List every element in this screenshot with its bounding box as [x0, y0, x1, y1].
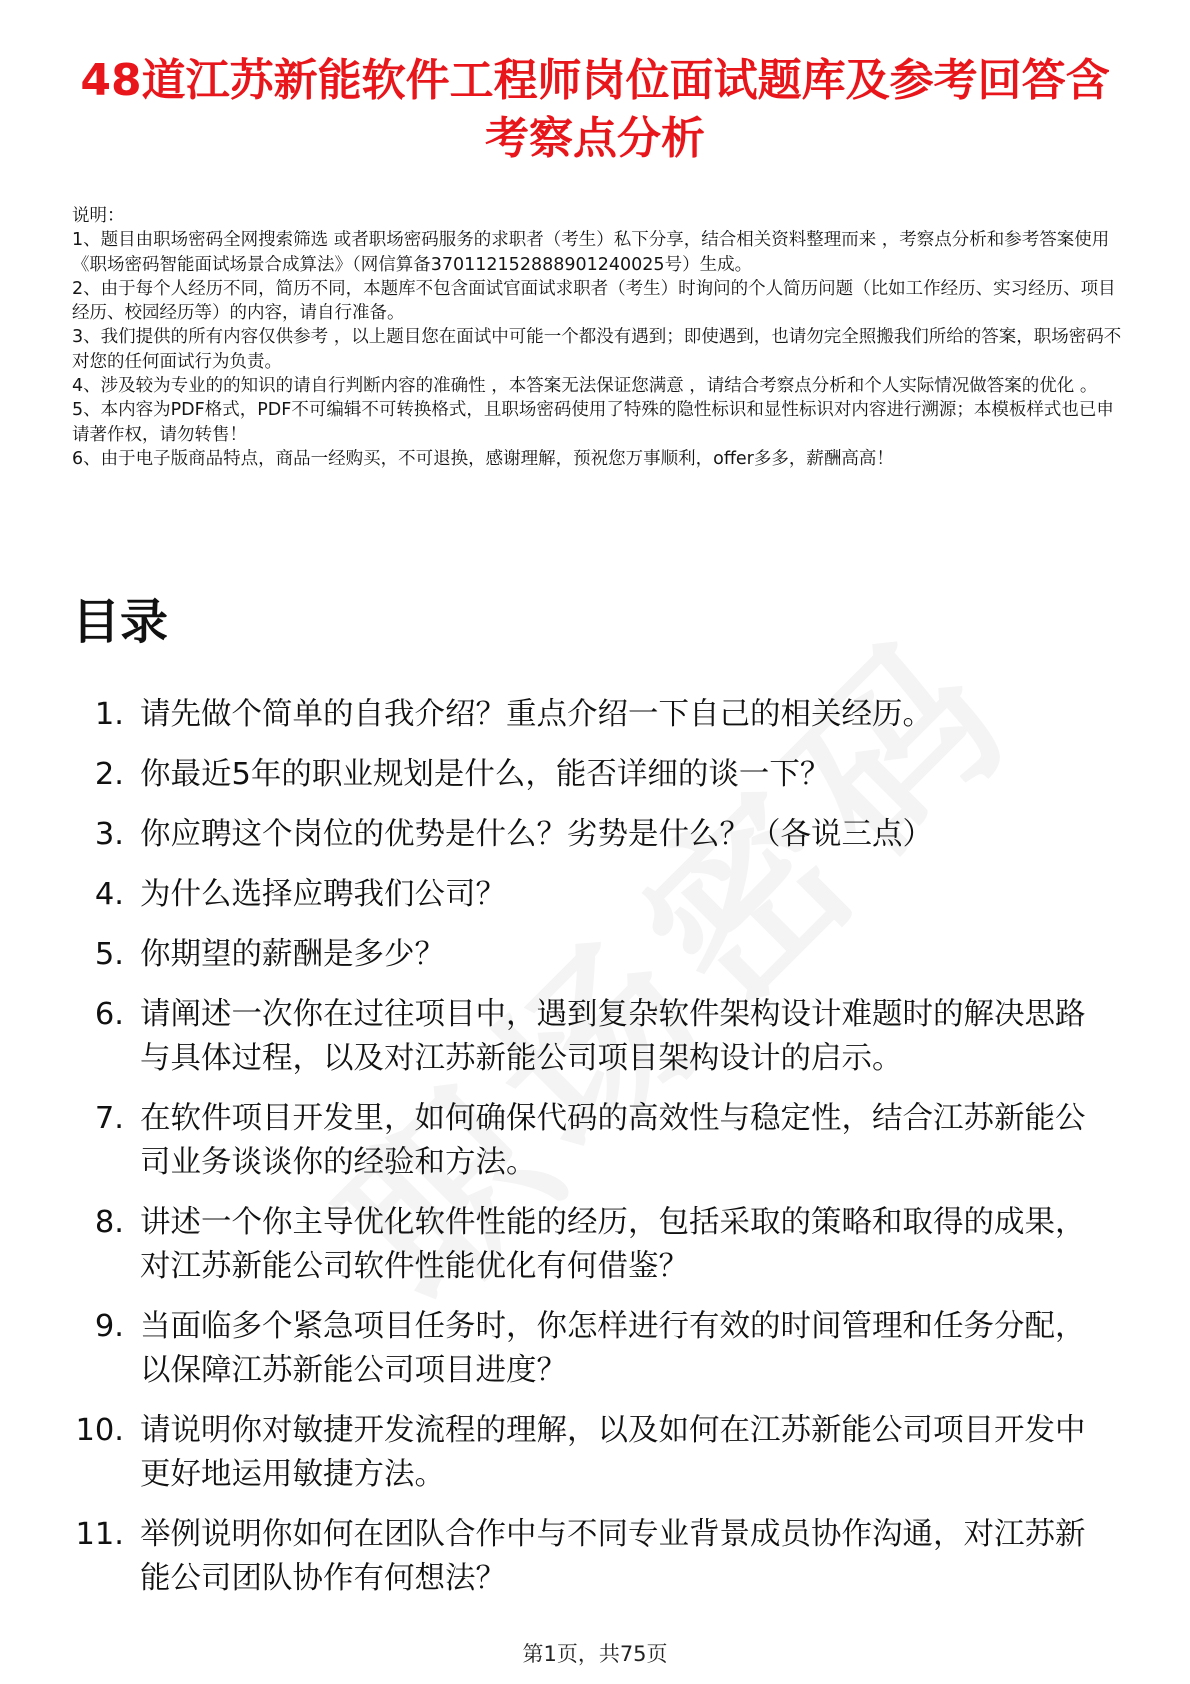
notes-item: 5、本内容为PDF格式，PDF不可编辑不可转换格式，且职场密码使用了特殊的隐性标识和显性标识对内容进行溯源；本模板样式也已申请著作权，请勿转售！	[72, 400, 1114, 445]
toc-item-8[interactable]	[72, 1201, 1112, 1289]
toc-item-text: 当面临多个紧急项目任务时，你怎样进行有效的时间管理和任务分配，以保障江苏新能公司项目进度？	[140, 1309, 1086, 1388]
toc-item-number: 2.	[94, 757, 124, 792]
toc-item-number: 11.	[75, 1517, 124, 1552]
notes-heading: 说明：	[72, 206, 125, 226]
toc-item-5[interactable]	[72, 933, 1112, 977]
toc-item-4[interactable]	[72, 873, 1112, 917]
toc-heading: 目录	[72, 594, 169, 650]
document-title: 48道江苏新能软件工程师岗位面试题库及参考回答含考察点分析	[80, 55, 1110, 164]
notes-item: 6、由于电子版商品特点，商品一经购买，不可退换，感谢理解，预祝您万事顺利，offer多多，薪酬高高！	[72, 448, 894, 469]
toc-item-7[interactable]	[72, 1097, 1112, 1185]
toc-item-text: 讲述一个你主导优化软件性能的经历，包括采取的策略和取得的成果，对江苏新能公司软件性能优化有何借鉴？	[140, 1205, 1086, 1284]
toc-item-number: 3.	[94, 817, 124, 852]
toc-item-10[interactable]	[72, 1409, 1112, 1497]
toc-item-number: 8.	[94, 1205, 124, 1240]
toc-item-text: 请阐述一次你在过往项目中，遇到复杂软件架构设计难题时的解决思路与具体过程，以及对江苏新能公司项目架构设计的启示。	[140, 997, 1086, 1076]
toc-item-text: 为什么选择应聘我们公司？	[140, 877, 506, 912]
toc-item-number: 7.	[94, 1101, 124, 1136]
toc-item-text: 请说明你对敏捷开发流程的理解，以及如何在江苏新能公司项目开发中更好地运用敏捷方法。	[140, 1413, 1086, 1492]
toc-item-number: 4.	[94, 877, 124, 912]
toc-item-text: 你最近5年的职业规划是什么，能否详细的谈一下？	[140, 757, 831, 792]
toc-item-text: 在软件项目开发里，如何确保代码的高效性与稳定性，结合江苏新能公司业务谈谈你的经验和方法。	[140, 1101, 1086, 1180]
toc-item-number: 10.	[75, 1413, 124, 1448]
toc-item-9[interactable]	[72, 1305, 1112, 1393]
toc-item-6[interactable]	[72, 993, 1112, 1081]
toc-list	[72, 693, 1112, 1617]
toc-item-text: 请先做个简单的自我介绍？重点介绍一下自己的相关经历。	[140, 697, 933, 732]
toc-item-number: 5.	[94, 937, 124, 972]
toc-item-11[interactable]	[72, 1513, 1112, 1601]
toc-item-number: 6.	[94, 997, 124, 1032]
notes-section	[72, 204, 1128, 471]
toc-item-2[interactable]	[72, 753, 1112, 797]
toc-item-1[interactable]	[72, 693, 1112, 737]
toc-item-3[interactable]	[72, 813, 1112, 857]
notes-item: 2、由于每个人经历不同，简历不同，本题库不包含面试官面试求职者（考生）时询问的个人简历问题（比如工作经历、实习经历、项目经历、校园经历等）的内容，请自行准备。	[72, 278, 1116, 324]
notes-item: 3、我们提供的所有内容仅供参考 ，以上题目您在面试中可能一个都没有遇到；即使遇到，也请勿完全照搬我们所给的答案，职场密码不对您的任何面试行为负责。	[72, 327, 1122, 372]
page-footer: 第1页，共75页	[522, 1642, 668, 1666]
toc-item-text: 你期望的薪酬是多少？	[140, 937, 445, 972]
toc-item-text: 举例说明你如何在团队合作中与不同专业背景成员协作沟通，对江苏新能公司团队协作有何想法？	[140, 1517, 1086, 1596]
notes-item: 1、题目由职场密码全网搜索筛选 或者职场密码服务的求职者（考生）私下分享，结合相关资料整理而来 ，考察点分析和参考答案使用《职场密码智能面试场景合成算法》（网信算备370112152888901240025号）生成。	[72, 230, 1110, 275]
toc-item-number: 9.	[94, 1309, 124, 1344]
toc-item-number: 1.	[94, 697, 124, 732]
notes-item: 4、涉及较为专业的的知识的请自行判断内容的准确性 ，本答案无法保证您满意 ，请结合考察点分析和个人实际情况做答案的优化 。	[72, 376, 1098, 397]
toc-item-text: 你应聘这个岗位的优势是什么？劣势是什么？（各说三点）	[140, 817, 933, 852]
